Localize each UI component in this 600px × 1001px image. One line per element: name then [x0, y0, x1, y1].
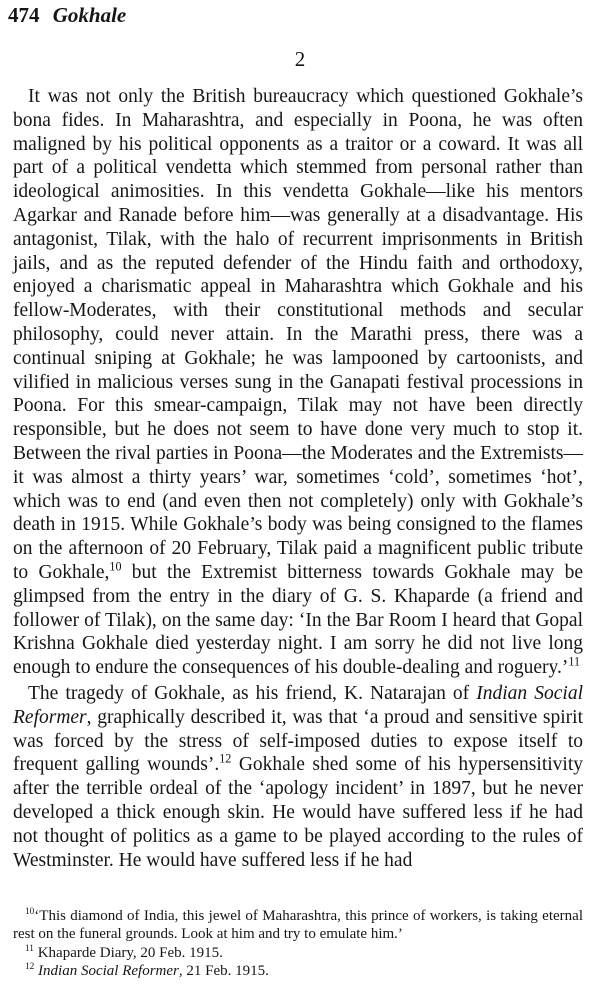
body-text [13, 85, 583, 872]
section-number: 2 [294, 47, 306, 71]
paragraph-1-text: It was not only the British bureaucracy which questioned Gokhale’s bona fides. In Maharashtra, and especially in Poona, he was often maligned by his political opponents as a traitor or a coward. It was all part of a political vendetta which stemmed from personal rather than ideological animosities. In this vendetta Gokhale—like his mentors Agarkar and Ranade before him—was generally at a disadvantage. His antagonist, Tilak, with the halo of recurrent imprisonments in British jails, and as the reputed defender of the Hindu faith and orthodoxy, enjoyed a charismatic appeal in Maharashtra which Gokhale and his fellow-Moderates, with their constitutional methods and secular philosophy, could never attain. In the Marathi press, there was a continual sniping at Gokhale; he was lampooned by cartoonists, and vilified in malicious verses sung in the Ganapati festival processions in Poona. For this smear-campaign, Tilak may not have been directly responsible, but he does not seem to have done very much to stop it. Between the rival parties in Poona—the Moderates and the Extremists—it was almost a thirty years’ war, sometimes ‘cold’, sometimes ‘hot’, which was to end (and even then not completely) only with Gokhale’s death in 1915. While Gokhale’s body was being consigned to the flames on the afternoon of 20 February, Tilak paid a magnificent public tribute to Gokhale, [13, 86, 583, 583]
paragraph-1 [13, 85, 583, 680]
running-header [8, 2, 126, 28]
footnotes [13, 907, 583, 981]
paragraph-2-text-b: , graphically described it, was that ‘a proud and sensitive spirit was forced by the stress of self-imposed duties to expose itself to frequent galling wounds’. [13, 706, 583, 776]
footnote-number: 12 [25, 962, 35, 973]
footnote-text: ‘This diamond of India, this jewel of Maharashtra, this prince of workers, is taking eternal rest on the funeral grounds. Look at him and try to emulate him.’ [13, 908, 583, 943]
footnote-ref-12: 12 [219, 751, 232, 766]
paragraph-2-text-c: Gokhale shed some of his hypersensitivity after the terrible ordeal of the ‘apology incident’ in 1897, but he never developed a thick enough skin. He would have suffered less if he had not thought of politics as a game to be played according to the rules of Westminster. He would have suffered less if he had [13, 754, 583, 871]
footnote-10 [13, 907, 583, 944]
footnote-11 [13, 944, 583, 962]
footnote-journal-title: Indian Social Reformer [38, 963, 179, 980]
paragraph-1-text-cont: but the Extremist bitterness towards Gokhale may be glimpsed from the entry in the diary of G. S. Khaparde (a friend and follower of Tilak), on the same day: ‘In the Bar Room I heard that Gopal Krishna Gokhale died yesterday night. I am sorry he did not live long enough to endure the consequences of his double-dealing and roguery.’ [13, 561, 583, 679]
page-number: 474 [8, 3, 40, 27]
footnote-12 [13, 962, 583, 980]
running-title: Gokhale [52, 3, 127, 27]
journal-title: Indian Social Reformer [13, 682, 584, 728]
paragraph-2 [13, 682, 583, 872]
footnote-ref-11: 11 [568, 654, 581, 669]
paragraph-2-text: The tragedy of Gokhale, as his friend, K. Natarajan of [28, 682, 477, 704]
footnote-text: , 21 Feb. 1915. [178, 963, 269, 980]
footnote-text: Khaparde Diary, 20 Feb. 1915. [37, 944, 223, 961]
footnote-ref-10: 10 [109, 559, 122, 574]
footnote-number: 11 [25, 943, 34, 954]
footnote-number: 10 [25, 907, 35, 917]
